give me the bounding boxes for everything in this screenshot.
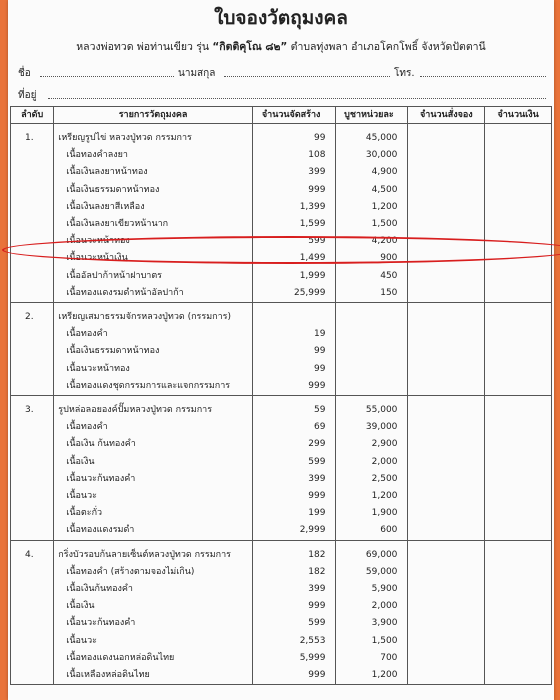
amount-cell[interactable] [485, 402, 552, 419]
order-qty-cell[interactable] [408, 402, 485, 419]
quantity-made: 399 [252, 164, 336, 181]
order-qty-cell[interactable] [408, 268, 485, 285]
row-number: 1. [11, 130, 54, 147]
item-name: เนื้อเงินลงยาเขียวหน้านาก [54, 216, 253, 233]
unit-price: 2,900 [336, 436, 408, 453]
unit-price: 2,000 [336, 598, 408, 615]
table-row [11, 164, 552, 181]
unit-price: 4,500 [336, 182, 408, 199]
col-unit-price: บูชาหน่วยละ [336, 107, 408, 124]
item-name: เนื้อนวะหน้าทอง [54, 233, 253, 250]
order-qty-cell[interactable] [408, 564, 485, 581]
items-table [10, 106, 552, 685]
table-row [11, 667, 552, 685]
amount-cell[interactable] [485, 182, 552, 199]
table-row [11, 250, 552, 267]
table-row [11, 633, 552, 650]
table-row [11, 182, 552, 199]
table-row [11, 615, 552, 632]
order-qty-cell[interactable] [408, 471, 485, 488]
row-number [11, 199, 54, 216]
order-qty-cell[interactable] [408, 216, 485, 233]
unit-price [336, 361, 408, 378]
table-header [11, 107, 552, 124]
item-name: เนื้อนวะก้นทองคำ [54, 471, 253, 488]
table-row [11, 233, 552, 250]
unit-price: 4,900 [336, 164, 408, 181]
row-number: 4. [11, 547, 54, 564]
table-row [11, 454, 552, 471]
amount-cell[interactable] [485, 522, 552, 540]
col-order-no: ลำดับ [11, 107, 54, 124]
item-name: เนื้อทองแดงรมดำหน้าอัลปาก้า [54, 285, 253, 303]
amount-cell[interactable] [485, 164, 552, 181]
row-number [11, 378, 54, 396]
amount-cell[interactable] [485, 454, 552, 471]
amount-cell[interactable] [485, 147, 552, 164]
table-row [11, 326, 552, 343]
unit-price: 39,000 [336, 419, 408, 436]
table-row [11, 547, 552, 564]
phone-field[interactable] [420, 76, 546, 77]
amount-cell[interactable] [485, 378, 552, 396]
item-name: เนื้อเงินธรรมดาหน้าทอง [54, 182, 253, 199]
order-qty-cell[interactable] [408, 182, 485, 199]
quantity-made: 1,999 [252, 268, 336, 285]
unit-price: 45,000 [336, 130, 408, 147]
order-qty-cell[interactable] [408, 309, 485, 326]
quantity-made: 69 [252, 419, 336, 436]
item-name: เนื้อตะกั่ว [54, 505, 253, 522]
amount-cell[interactable] [485, 250, 552, 267]
order-qty-cell[interactable] [408, 598, 485, 615]
order-qty-cell[interactable] [408, 505, 485, 522]
item-name: กริ่งบัวรอบก้นลายเซ็นต์หลวงปู่ทวด กรรมการ [54, 547, 253, 564]
amount-cell[interactable] [485, 419, 552, 436]
order-qty-cell[interactable] [408, 419, 485, 436]
order-qty-cell[interactable] [408, 147, 485, 164]
row-number [11, 233, 54, 250]
row-number [11, 164, 54, 181]
form-title: ใบจองวัตถุมงคล [214, 7, 348, 29]
col-order-qty: จำนวนสั่งจอง [408, 107, 485, 124]
table-row [11, 199, 552, 216]
row-number: 2. [11, 309, 54, 326]
address-label: ที่อยู่ [18, 90, 37, 101]
table-row [11, 343, 552, 360]
row-number [11, 488, 54, 505]
amount-cell[interactable] [485, 633, 552, 650]
table-row [11, 650, 552, 667]
order-form-sheet [8, 0, 554, 700]
order-qty-cell[interactable] [408, 164, 485, 181]
row-number [11, 581, 54, 598]
item-name: เนื้อเงิน [54, 598, 253, 615]
quantity-made: 399 [252, 581, 336, 598]
quantity-made: 182 [252, 547, 336, 564]
amount-cell[interactable] [485, 309, 552, 326]
order-qty-cell[interactable] [408, 581, 485, 598]
item-name: เนื้อเงินก้นทองคำ [54, 581, 253, 598]
row-number [11, 471, 54, 488]
item-name: เนื้ออัลปาก้าหน้าฝาบาตร [54, 268, 253, 285]
subtitle-prefix: หลวงพ่อทวด พ่อท่านเขียว รุ่น [76, 41, 213, 53]
row-number [11, 615, 54, 632]
row-number [11, 326, 54, 343]
item-name: เนื้อเงินธรรมดาหน้าทอง [54, 343, 253, 360]
unit-price: 2,000 [336, 454, 408, 471]
amount-cell[interactable] [485, 285, 552, 303]
quantity-made: 299 [252, 436, 336, 453]
amount-cell[interactable] [485, 130, 552, 147]
row-number [11, 598, 54, 615]
quantity-made: 1,599 [252, 216, 336, 233]
address-field[interactable] [48, 98, 546, 99]
order-qty-cell[interactable] [408, 436, 485, 453]
unit-price: 55,000 [336, 402, 408, 419]
quantity-made: 2,999 [252, 522, 336, 540]
table-row [11, 285, 552, 303]
item-name: เนื้อทองคำ [54, 419, 253, 436]
unit-price [336, 343, 408, 360]
unit-price: 4,200 [336, 233, 408, 250]
order-qty-cell[interactable] [408, 454, 485, 471]
quantity-made: 19 [252, 326, 336, 343]
unit-price [336, 326, 408, 343]
quantity-made: 599 [252, 233, 336, 250]
order-qty-cell[interactable] [408, 199, 485, 216]
amount-cell[interactable] [485, 488, 552, 505]
name-field[interactable] [40, 76, 174, 77]
row-number [11, 216, 54, 233]
row-number [11, 650, 54, 667]
quantity-made: 5,999 [252, 650, 336, 667]
row-number [11, 268, 54, 285]
order-qty-cell[interactable] [408, 667, 485, 685]
item-name: เนื้อเหลืองหล่อดินไทย [54, 667, 253, 685]
table-row [11, 309, 552, 326]
row-number [11, 436, 54, 453]
amount-cell[interactable] [485, 268, 552, 285]
table-row [11, 581, 552, 598]
order-qty-cell[interactable] [408, 650, 485, 667]
quantity-made: 2,553 [252, 633, 336, 650]
item-name: เนื้อทองคำ (สร้างตามจองไม่เกิน) [54, 564, 253, 581]
quantity-made: 999 [252, 378, 336, 396]
unit-price: 1,200 [336, 199, 408, 216]
order-qty-cell[interactable] [408, 615, 485, 632]
subtitle-suffix: ตำบลทุ่งพลา อำเภอโคกโพธิ์ จังหวัดปัตตานี [287, 41, 486, 53]
row-number [11, 285, 54, 303]
col-amount: จำนวนเงิน [485, 107, 552, 124]
unit-price: 600 [336, 522, 408, 540]
quantity-made: 25,999 [252, 285, 336, 303]
amount-cell[interactable] [485, 233, 552, 250]
quantity-made: 399 [252, 471, 336, 488]
table-row [11, 130, 552, 147]
name-line [18, 64, 546, 82]
order-qty-cell[interactable] [408, 488, 485, 505]
quantity-made: 199 [252, 505, 336, 522]
series-name: “กิตติคุโณ ๘๒” [212, 41, 288, 53]
row-number [11, 182, 54, 199]
row-number [11, 505, 54, 522]
quantity-made: 59 [252, 402, 336, 419]
table-body [11, 124, 552, 685]
amount-cell[interactable] [485, 650, 552, 667]
item-name: เนื้อทองแดงชุดกรรมการและแจกกรรมการ [54, 378, 253, 396]
unit-price: 900 [336, 250, 408, 267]
unit-price: 59,000 [336, 564, 408, 581]
quantity-made: 1,499 [252, 250, 336, 267]
item-name: รูปหล่อลอยองค์ปั๊มหลวงปู่ทวด กรรมการ [54, 402, 253, 419]
amount-cell[interactable] [485, 547, 552, 564]
unit-price: 69,000 [336, 547, 408, 564]
unit-price [336, 378, 408, 396]
unit-price: 30,000 [336, 147, 408, 164]
amount-cell[interactable] [485, 199, 552, 216]
item-name: เนื้อนวะก้นทองคำ [54, 615, 253, 632]
table-row [11, 147, 552, 164]
row-number: 3. [11, 402, 54, 419]
row-number [11, 633, 54, 650]
table-row [11, 522, 552, 540]
amount-cell[interactable] [485, 564, 552, 581]
unit-price: 1,500 [336, 633, 408, 650]
row-number [11, 564, 54, 581]
table-row [11, 268, 552, 285]
col-quantity-made: จำนวนจัดสร้าง [252, 107, 336, 124]
order-qty-cell[interactable] [408, 361, 485, 378]
amount-cell[interactable] [485, 343, 552, 360]
surname-label: นามสกุล [178, 68, 216, 79]
quantity-made [252, 309, 336, 326]
row-number [11, 361, 54, 378]
item-name: เนื้อนวะ [54, 488, 253, 505]
table-row [11, 436, 552, 453]
amount-cell[interactable] [485, 615, 552, 632]
quantity-made: 99 [252, 343, 336, 360]
quantity-made: 999 [252, 488, 336, 505]
table-row [11, 216, 552, 233]
table-row [11, 471, 552, 488]
order-qty-cell[interactable] [408, 547, 485, 564]
unit-price: 450 [336, 268, 408, 285]
order-qty-cell[interactable] [408, 250, 485, 267]
table-row [11, 402, 552, 419]
quantity-made: 99 [252, 130, 336, 147]
unit-price: 1,200 [336, 667, 408, 685]
amount-cell[interactable] [485, 436, 552, 453]
surname-field[interactable] [224, 76, 390, 77]
unit-price: 1,500 [336, 216, 408, 233]
quantity-made: 599 [252, 615, 336, 632]
item-name: เหรียญรูปไข่ หลวงปู่ทวด กรรมการ [54, 130, 253, 147]
amount-cell[interactable] [485, 505, 552, 522]
item-name: เนื้อนวะหน้าเงิน [54, 250, 253, 267]
amount-cell[interactable] [485, 667, 552, 685]
unit-price [336, 309, 408, 326]
table-row [11, 419, 552, 436]
order-qty-cell[interactable] [408, 378, 485, 396]
item-name: เนื้อทองคำลงยา [54, 147, 253, 164]
order-qty-cell[interactable] [408, 285, 485, 303]
row-number [11, 667, 54, 685]
table-row [11, 505, 552, 522]
quantity-made: 1,399 [252, 199, 336, 216]
quantity-made: 999 [252, 182, 336, 199]
order-qty-cell[interactable] [408, 326, 485, 343]
order-qty-cell[interactable] [408, 343, 485, 360]
item-name: เหรียญเสมาธรรมจักรหลวงปู่ทวด (กรรมการ) [54, 309, 253, 326]
row-number [11, 522, 54, 540]
amount-cell[interactable] [485, 581, 552, 598]
item-name: เนื้อเงินลงยาสีเหลือง [54, 199, 253, 216]
amount-cell[interactable] [485, 598, 552, 615]
quantity-made: 108 [252, 147, 336, 164]
table-row [11, 598, 552, 615]
item-name: เนื้อทองแดงรมดำ [54, 522, 253, 540]
item-name: เนื้อเงินลงยาหน้าทอง [54, 164, 253, 181]
table-row [11, 361, 552, 378]
amount-cell[interactable] [485, 471, 552, 488]
table-row [11, 488, 552, 505]
row-number [11, 250, 54, 267]
row-number [11, 147, 54, 164]
order-qty-cell[interactable] [408, 522, 485, 540]
name-label: ชื่อ [18, 68, 31, 79]
order-qty-cell[interactable] [408, 633, 485, 650]
table-row [11, 378, 552, 396]
item-name: เนื้อทองคำ [54, 326, 253, 343]
item-name: เนื้อนวะหน้าทอง [54, 361, 253, 378]
quantity-made: 599 [252, 454, 336, 471]
quantity-made: 99 [252, 361, 336, 378]
item-name: เนื้อเงิน ก้นทองคำ [54, 436, 253, 453]
item-name: เนื้อทองแดงนอกหล่อดินไทย [54, 650, 253, 667]
address-line [18, 86, 546, 104]
unit-price: 3,900 [336, 615, 408, 632]
amount-cell[interactable] [485, 361, 552, 378]
order-qty-cell[interactable] [408, 130, 485, 147]
table-row [11, 564, 552, 581]
unit-price: 1,900 [336, 505, 408, 522]
unit-price: 700 [336, 650, 408, 667]
unit-price: 150 [336, 285, 408, 303]
order-qty-cell[interactable] [408, 233, 485, 250]
row-number [11, 454, 54, 471]
form-subtitle [8, 38, 554, 55]
phone-label: โทร. [394, 68, 415, 79]
quantity-made: 999 [252, 598, 336, 615]
unit-price: 5,900 [336, 581, 408, 598]
unit-price: 2,500 [336, 471, 408, 488]
item-name: เนื้อเงิน [54, 454, 253, 471]
quantity-made: 999 [252, 667, 336, 685]
row-number [11, 419, 54, 436]
item-name: เนื้อนวะ [54, 633, 253, 650]
unit-price: 1,200 [336, 488, 408, 505]
amount-cell[interactable] [485, 326, 552, 343]
amount-cell[interactable] [485, 216, 552, 233]
col-item: รายการวัตถุมงคล [54, 107, 253, 124]
quantity-made: 182 [252, 564, 336, 581]
row-number [11, 343, 54, 360]
